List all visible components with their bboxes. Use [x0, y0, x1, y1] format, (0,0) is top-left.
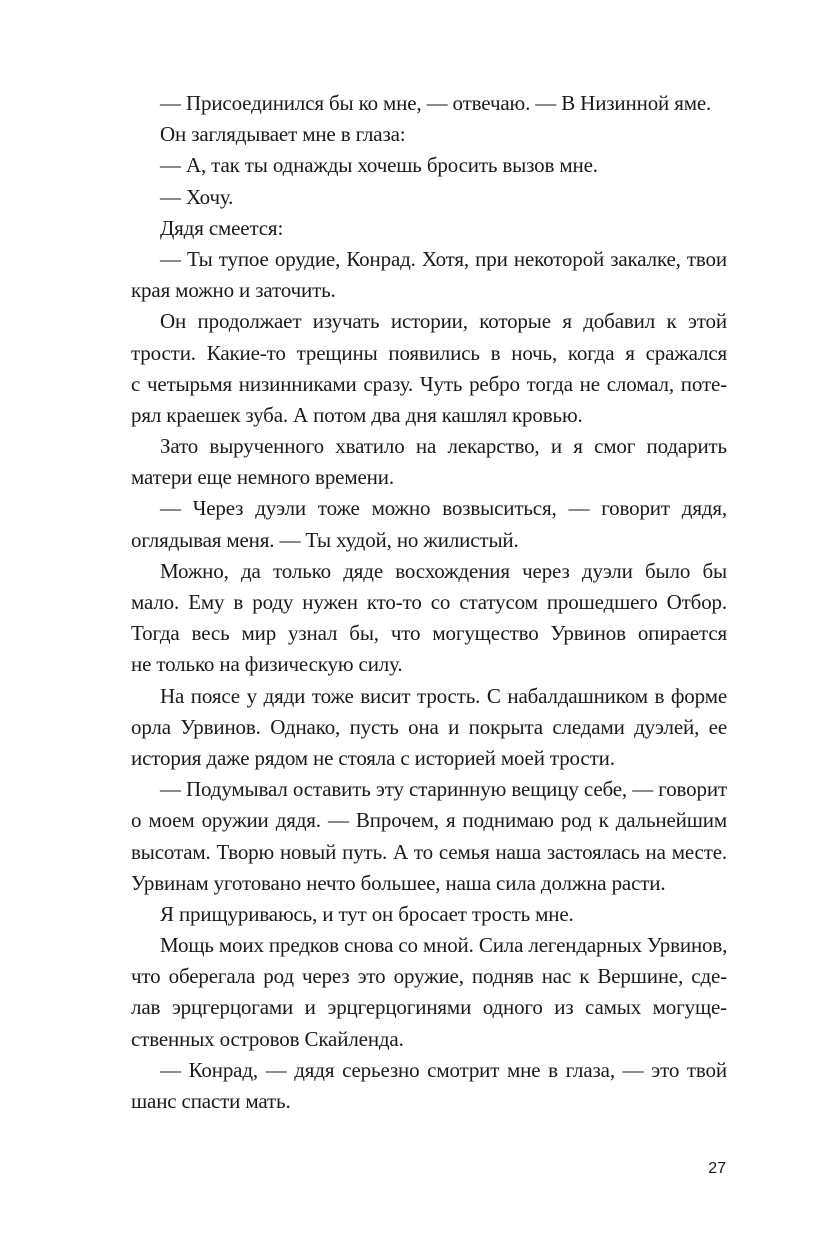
text-line: — Хочу.	[160, 184, 234, 209]
text-line: Зато вырученного хватило на лекарство, и я смог подарить	[160, 434, 727, 459]
text-line: ственных островов Скайленда.	[131, 1026, 404, 1051]
text-line: Дядя смеется:	[160, 215, 284, 240]
text-line: высотам. Творю новый путь. А то семья наша застоялась на месте.	[131, 839, 727, 864]
text-line: Тогда весь мир узнал бы, что могущество Урвинов опирается	[131, 621, 727, 646]
text-line: лав эрцгерцогами и эрцгерцогинями одного из самых могуще-	[131, 995, 727, 1020]
text-line: Мощь моих предков снова со мной. Сила легендарных Урвинов,	[160, 933, 728, 958]
text-line: орла Урвинов. Однако, пусть она и покрыта следами дуэлей, ее	[131, 714, 727, 739]
text-line: Урвинам уготовано нечто большее, наша сила должна расти.	[131, 870, 666, 895]
book-page-text	[131, 88, 727, 1117]
text-line: оглядывая меня. — Ты худой, но жилистый.	[131, 527, 519, 552]
text-line: — А, так ты однажды хочешь бросить вызов мне.	[160, 153, 598, 178]
text-line: края можно и заточить.	[131, 278, 336, 303]
text-line: не только на физическую силу.	[131, 652, 403, 677]
text-line: матери еще немного времени.	[131, 465, 394, 490]
text-line: Он продолжает изучать истории, которые я добавил к этой	[160, 309, 727, 334]
text-line: — Конрад, — дядя серьезно смотрит мне в глаза, — это твой	[160, 1057, 727, 1082]
text-line: мало. Ему в роду нужен кто-то со статусом прошедшего Отбор.	[131, 590, 727, 614]
page-number: 27	[708, 1160, 726, 1177]
text-line: На поясе у дяди тоже висит трость. С набалдашником в форме	[160, 683, 727, 708]
text-line: история даже рядом не стояла с историей моей трости.	[131, 745, 615, 770]
text-line: — Через дуэли тоже можно возвыситься, — говорит дядя,	[160, 496, 727, 521]
text-line: рял краешек зуба. А потом два дня кашлял кровью.	[131, 402, 583, 427]
text-line: Я прищуриваюсь, и тут он бросает трость мне.	[160, 901, 574, 926]
text-line: с четырьмя низинниками сразу. Чуть ребро тогда не сломал, поте-	[131, 371, 727, 396]
text-line: — Присоединился бы ко мне, — отвечаю. — В Низинной яме.	[160, 91, 712, 115]
text-line: шанс спасти мать.	[131, 1089, 291, 1113]
text-line: о моем оружии дядя. — Впрочем, я поднимаю род к дальнейшим	[131, 808, 727, 833]
text-line: — Подумывал оставить эту старинную вещицу себе, — говорит	[160, 777, 727, 802]
text-line: Он заглядывает мне в глаза:	[160, 122, 406, 147]
text-line: — Ты тупое орудие, Конрад. Хотя, при некоторой закалке, твои	[160, 246, 727, 271]
text-line: что оберегала род через это оружие, подняв нас к Вершине, сде-	[131, 964, 727, 989]
text-line: Можно, да только дяде восхождения через дуэли было бы	[160, 558, 727, 583]
text-line: трости. Какие-то трещины появились в ночь, когда я сражался	[131, 340, 727, 365]
